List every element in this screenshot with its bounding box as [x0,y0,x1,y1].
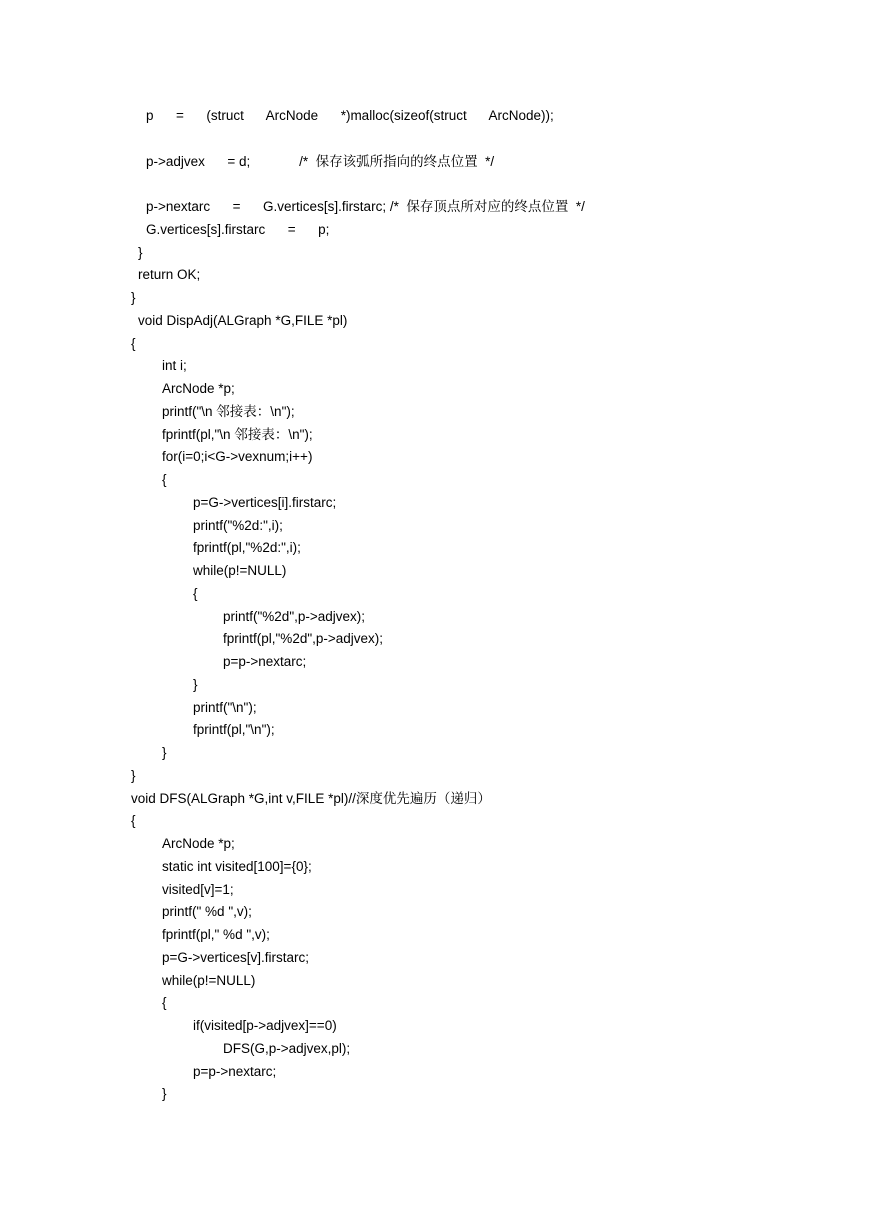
code-line: } [162,1086,167,1101]
code-line: return OK; [138,267,201,282]
code-line: printf("\n 邻接表：\n"); [162,404,295,419]
code-line: fprintf(pl,"\n 邻接表：\n"); [162,427,313,442]
code-line: p->nextarc = G.vertices[s].firstarc; /* 保存顶点所对应的终点位置 */ [146,199,585,214]
code-line: { [162,472,167,487]
code-line: } [162,745,167,760]
code-line: } [193,677,198,692]
code-line: void DispAdj(ALGraph *G,FILE *pl) [138,313,348,328]
code-line: fprintf(pl," %d ",v); [162,927,270,942]
code-line: fprintf(pl,"%2d:",i); [193,540,301,555]
code-line: ArcNode *p; [162,381,235,396]
code-line: printf("\n"); [193,700,257,715]
code-line: while(p!=NULL) [193,563,287,578]
code-line: static int visited[100]={0}; [162,859,312,874]
code-line: } [138,245,143,260]
code-line: for(i=0;i<G->vexnum;i++) [162,449,313,464]
code-line: fprintf(pl,"%2d",p->adjvex); [223,631,384,646]
code-line: ArcNode *p; [162,836,235,851]
code-line: printf("%2d",p->adjvex); [223,609,366,624]
code-line: } [131,290,136,305]
code-line: { [193,586,198,601]
code-line: { [162,995,167,1010]
code-line: p=G->vertices[i].firstarc; [193,495,337,510]
code-line: fprintf(pl,"\n"); [193,722,275,737]
code-line: } [131,768,136,783]
code-line: printf("%2d:",i); [193,518,283,533]
code-line: { [131,813,136,828]
code-line: p->adjvex = d; /* 保存该弧所指向的终点位置 */ [146,154,495,169]
code-line: p = (struct ArcNode *)malloc(sizeof(struct ArcNode)); [146,108,554,123]
code-line: p=p->nextarc; [193,1064,277,1079]
code-line: void DFS(ALGraph *G,int v,FILE *pl)//深度优先遍历（递归） [131,791,491,806]
code-line: if(visited[p->adjvex]==0) [193,1018,337,1033]
code-line: while(p!=NULL) [162,973,256,988]
code-line: printf(" %d ",v); [162,904,252,919]
code-line: { [131,336,136,351]
code-line: DFS(G,p->adjvex,pl); [223,1041,351,1056]
code-line: G.vertices[s].firstarc = p; [146,222,330,237]
code-line: p=G->vertices[v].firstarc; [162,950,310,965]
code-line: visited[v]=1; [162,882,234,897]
code-line: p=p->nextarc; [223,654,307,669]
code-line: int i; [162,358,187,373]
